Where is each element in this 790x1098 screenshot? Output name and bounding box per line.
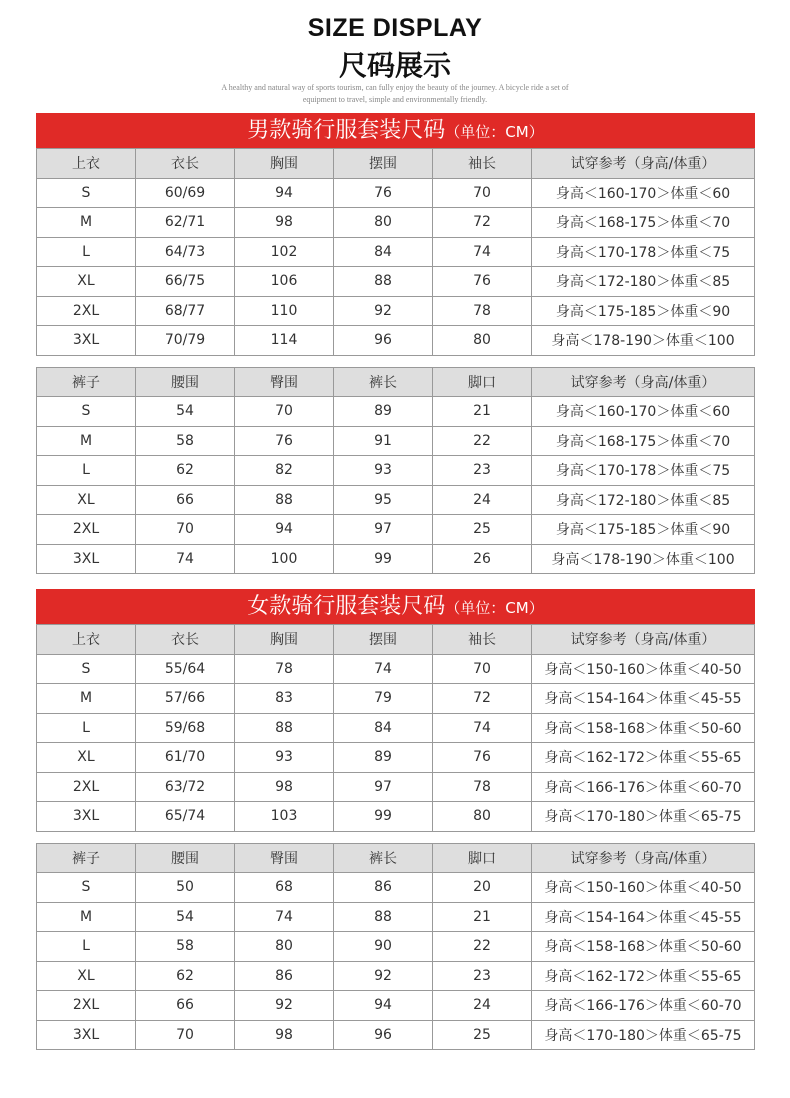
table-cell: 身高＜150-160＞体重＜40-50 — [532, 873, 755, 903]
table-cell: 88 — [334, 267, 433, 297]
table-cell: 身高＜170-178＞体重＜75 — [532, 456, 755, 486]
table-cell: 72 — [433, 684, 532, 714]
table-cell: XL — [37, 267, 136, 297]
table-row — [37, 237, 755, 267]
table-cell: 身高＜178-190＞体重＜100 — [532, 326, 755, 356]
table-cell: 88 — [235, 713, 334, 743]
table-cell: XL — [37, 485, 136, 515]
header-cell: 摆围 — [334, 149, 433, 179]
table-cell: 57/66 — [136, 684, 235, 714]
section-title-band — [36, 589, 755, 624]
table-cell: 身高＜160-170＞体重＜60 — [532, 178, 755, 208]
table-cell: 88 — [334, 902, 433, 932]
table-cell: 103 — [235, 802, 334, 832]
section-title-band — [36, 113, 755, 148]
table-header-row — [37, 625, 755, 655]
table-cell: 22 — [433, 932, 532, 962]
table-cell: 身高＜160-170＞体重＜60 — [532, 397, 755, 427]
table-cell: 23 — [433, 456, 532, 486]
table-cell: 74 — [433, 237, 532, 267]
table-row — [37, 802, 755, 832]
table-cell: 98 — [235, 208, 334, 238]
table-row — [37, 456, 755, 486]
table-cell: 身高＜150-160＞体重＜40-50 — [532, 654, 755, 684]
table-cell: 78 — [433, 772, 532, 802]
table-cell: 86 — [235, 961, 334, 991]
header-cell: 衣长 — [136, 149, 235, 179]
table-row — [37, 267, 755, 297]
table-cell: S — [37, 178, 136, 208]
table-row — [37, 743, 755, 773]
table-cell: XL — [37, 961, 136, 991]
table-cell: 身高＜170-180＞体重＜65-75 — [532, 802, 755, 832]
header-cell: 袖长 — [433, 149, 532, 179]
table-row — [37, 684, 755, 714]
table-row — [37, 426, 755, 456]
table-cell: 78 — [433, 296, 532, 326]
table-cell: 94 — [235, 515, 334, 545]
section-title: 女款骑行服套装尺码 — [247, 594, 446, 619]
table-cell: 身高＜175-185＞体重＜90 — [532, 515, 755, 545]
table-row — [37, 932, 755, 962]
table-cell: 60/69 — [136, 178, 235, 208]
table-cell: 21 — [433, 397, 532, 427]
header-cell: 胸围 — [235, 625, 334, 655]
table-cell: 76 — [433, 267, 532, 297]
table-cell: 2XL — [37, 991, 136, 1021]
table-cell: 94 — [235, 178, 334, 208]
table-cell: 62/71 — [136, 208, 235, 238]
table-cell: 97 — [334, 515, 433, 545]
header-cell: 脚口 — [433, 367, 532, 397]
table-cell: 26 — [433, 544, 532, 574]
table-cell: 96 — [334, 326, 433, 356]
table-cell: 91 — [334, 426, 433, 456]
table-cell: 62 — [136, 961, 235, 991]
table-cell: 63/72 — [136, 772, 235, 802]
table-gap — [36, 832, 755, 843]
table-cell: 89 — [334, 397, 433, 427]
table-cell: 82 — [235, 456, 334, 486]
table-row — [37, 296, 755, 326]
section-title: 男款骑行服套装尺码 — [247, 118, 446, 143]
table-cell: M — [37, 426, 136, 456]
table-cell: 106 — [235, 267, 334, 297]
table-cell: 110 — [235, 296, 334, 326]
table-cell: 70 — [136, 1020, 235, 1050]
table-row — [37, 326, 755, 356]
table-cell: S — [37, 873, 136, 903]
table-cell: 54 — [136, 397, 235, 427]
table-cell: 68 — [235, 873, 334, 903]
table-cell: 2XL — [37, 772, 136, 802]
table-header-row — [37, 149, 755, 179]
table-cell: 74 — [136, 544, 235, 574]
table-cell: M — [37, 902, 136, 932]
table-row — [37, 208, 755, 238]
table-cell: 身高＜166-176＞体重＜60-70 — [532, 772, 755, 802]
table-cell: 83 — [235, 684, 334, 714]
table-row — [37, 178, 755, 208]
table-cell: 80 — [433, 326, 532, 356]
table-header-row — [37, 843, 755, 873]
table-cell: 50 — [136, 873, 235, 903]
table-cell: 80 — [433, 802, 532, 832]
table-cell: 84 — [334, 713, 433, 743]
table-cell: 92 — [334, 961, 433, 991]
table-cell: 92 — [334, 296, 433, 326]
table-row — [37, 873, 755, 903]
table-cell: 21 — [433, 902, 532, 932]
table-header-row — [37, 367, 755, 397]
table-cell: 24 — [433, 485, 532, 515]
table-cell: 3XL — [37, 1020, 136, 1050]
table-cell: 100 — [235, 544, 334, 574]
table-cell: 22 — [433, 426, 532, 456]
table-cell: M — [37, 208, 136, 238]
table-cell: S — [37, 397, 136, 427]
subtitle: A healthy and natural way of sports tourism, can fully enjoy the beauty of the journey. A bicycle ride a set of equipment to travel, simple and environmentally friendly. — [221, 83, 569, 104]
top-size-table — [36, 624, 755, 832]
table-cell: 84 — [334, 237, 433, 267]
table-cell: 身高＜158-168＞体重＜50-60 — [532, 932, 755, 962]
table-cell: 身高＜175-185＞体重＜90 — [532, 296, 755, 326]
table-cell: 90 — [334, 932, 433, 962]
table-cell: 80 — [334, 208, 433, 238]
table-cell: L — [37, 456, 136, 486]
table-cell: 身高＜178-190＞体重＜100 — [532, 544, 755, 574]
header-cell: 试穿参考（身高/体重） — [532, 843, 755, 873]
header-cell: 袖长 — [433, 625, 532, 655]
table-cell: L — [37, 713, 136, 743]
table-cell: 99 — [334, 802, 433, 832]
table-cell: 92 — [235, 991, 334, 1021]
table-row — [37, 991, 755, 1021]
table-cell: 86 — [334, 873, 433, 903]
table-cell: 70 — [235, 397, 334, 427]
table-cell: 70/79 — [136, 326, 235, 356]
header-cell: 腰围 — [136, 843, 235, 873]
table-cell: 身高＜172-180＞体重＜85 — [532, 267, 755, 297]
table-row — [37, 515, 755, 545]
table-row — [37, 654, 755, 684]
table-cell: 74 — [235, 902, 334, 932]
table-row — [37, 902, 755, 932]
table-cell: 96 — [334, 1020, 433, 1050]
table-cell: 54 — [136, 902, 235, 932]
table-cell: 3XL — [37, 544, 136, 574]
table-cell: 23 — [433, 961, 532, 991]
table-cell: 98 — [235, 772, 334, 802]
table-gap — [36, 356, 755, 367]
header-cell: 脚口 — [433, 843, 532, 873]
table-row — [37, 1020, 755, 1050]
men-size-section — [36, 113, 755, 574]
table-cell: 76 — [334, 178, 433, 208]
table-cell: 94 — [334, 991, 433, 1021]
table-cell: 93 — [235, 743, 334, 773]
table-cell: 89 — [334, 743, 433, 773]
header-cell: 试穿参考（身高/体重） — [532, 367, 755, 397]
table-cell: 25 — [433, 515, 532, 545]
header-cell: 摆围 — [334, 625, 433, 655]
table-cell: 102 — [235, 237, 334, 267]
table-cell: 2XL — [37, 296, 136, 326]
header-cell: 上衣 — [37, 149, 136, 179]
section-unit: （单位：CM） — [445, 599, 544, 617]
table-row — [37, 485, 755, 515]
table-cell: 24 — [433, 991, 532, 1021]
women-size-section — [36, 589, 755, 1050]
table-cell: 76 — [235, 426, 334, 456]
table-row — [37, 397, 755, 427]
table-cell: 58 — [136, 932, 235, 962]
table-cell: 70 — [136, 515, 235, 545]
header-cell: 裤长 — [334, 843, 433, 873]
table-cell: 身高＜168-175＞体重＜70 — [532, 208, 755, 238]
table-cell: 身高＜172-180＞体重＜85 — [532, 485, 755, 515]
table-cell: 80 — [235, 932, 334, 962]
table-cell: 身高＜162-172＞体重＜55-65 — [532, 743, 755, 773]
table-cell: XL — [37, 743, 136, 773]
table-cell: 79 — [334, 684, 433, 714]
table-cell: 58 — [136, 426, 235, 456]
table-cell: 55/64 — [136, 654, 235, 684]
table-cell: 身高＜170-180＞体重＜65-75 — [532, 1020, 755, 1050]
header-cell: 上衣 — [37, 625, 136, 655]
table-cell: S — [37, 654, 136, 684]
table-cell: 66 — [136, 991, 235, 1021]
table-cell: L — [37, 932, 136, 962]
title-chinese: 尺码展示 — [338, 49, 451, 82]
table-cell: 72 — [433, 208, 532, 238]
table-cell: 78 — [235, 654, 334, 684]
pants-size-table — [36, 367, 755, 575]
table-cell: 98 — [235, 1020, 334, 1050]
table-cell: 68/77 — [136, 296, 235, 326]
table-cell: 70 — [433, 178, 532, 208]
table-cell: 99 — [334, 544, 433, 574]
table-row — [37, 713, 755, 743]
table-cell: 20 — [433, 873, 532, 903]
table-cell: 身高＜166-176＞体重＜60-70 — [532, 991, 755, 1021]
table-cell: 97 — [334, 772, 433, 802]
header-cell: 臀围 — [235, 367, 334, 397]
table-cell: 身高＜170-178＞体重＜75 — [532, 237, 755, 267]
header-cell: 裤长 — [334, 367, 433, 397]
table-cell: 身高＜168-175＞体重＜70 — [532, 426, 755, 456]
table-cell: 70 — [433, 654, 532, 684]
table-cell: 64/73 — [136, 237, 235, 267]
table-cell: M — [37, 684, 136, 714]
table-cell: 身高＜162-172＞体重＜55-65 — [532, 961, 755, 991]
table-cell: 66 — [136, 485, 235, 515]
table-cell: 62 — [136, 456, 235, 486]
pants-size-table — [36, 843, 755, 1051]
header-cell: 衣长 — [136, 625, 235, 655]
header-cell: 臀围 — [235, 843, 334, 873]
section-unit: （单位：CM） — [445, 123, 544, 141]
header-cell: 裤子 — [37, 843, 136, 873]
table-cell: L — [37, 237, 136, 267]
table-cell: 65/74 — [136, 802, 235, 832]
table-cell: 59/68 — [136, 713, 235, 743]
header-cell: 腰围 — [136, 367, 235, 397]
table-cell: 66/75 — [136, 267, 235, 297]
table-row — [37, 961, 755, 991]
table-cell: 3XL — [37, 802, 136, 832]
table-cell: 身高＜154-164＞体重＜45-55 — [532, 902, 755, 932]
table-cell: 74 — [334, 654, 433, 684]
title-english: SIZE DISPLAY — [307, 14, 483, 42]
table-cell: 身高＜158-168＞体重＜50-60 — [532, 713, 755, 743]
table-cell: 74 — [433, 713, 532, 743]
top-size-table — [36, 148, 755, 356]
header-cell: 试穿参考（身高/体重） — [532, 625, 755, 655]
table-cell: 95 — [334, 485, 433, 515]
header-cell: 试穿参考（身高/体重） — [532, 149, 755, 179]
table-row — [37, 544, 755, 574]
header-cell: 胸围 — [235, 149, 334, 179]
table-cell: 88 — [235, 485, 334, 515]
table-cell: 身高＜154-164＞体重＜45-55 — [532, 684, 755, 714]
table-cell: 2XL — [37, 515, 136, 545]
table-cell: 61/70 — [136, 743, 235, 773]
table-row — [37, 772, 755, 802]
table-cell: 93 — [334, 456, 433, 486]
table-cell: 25 — [433, 1020, 532, 1050]
header-cell: 裤子 — [37, 367, 136, 397]
table-cell: 3XL — [37, 326, 136, 356]
table-cell: 76 — [433, 743, 532, 773]
table-cell: 114 — [235, 326, 334, 356]
